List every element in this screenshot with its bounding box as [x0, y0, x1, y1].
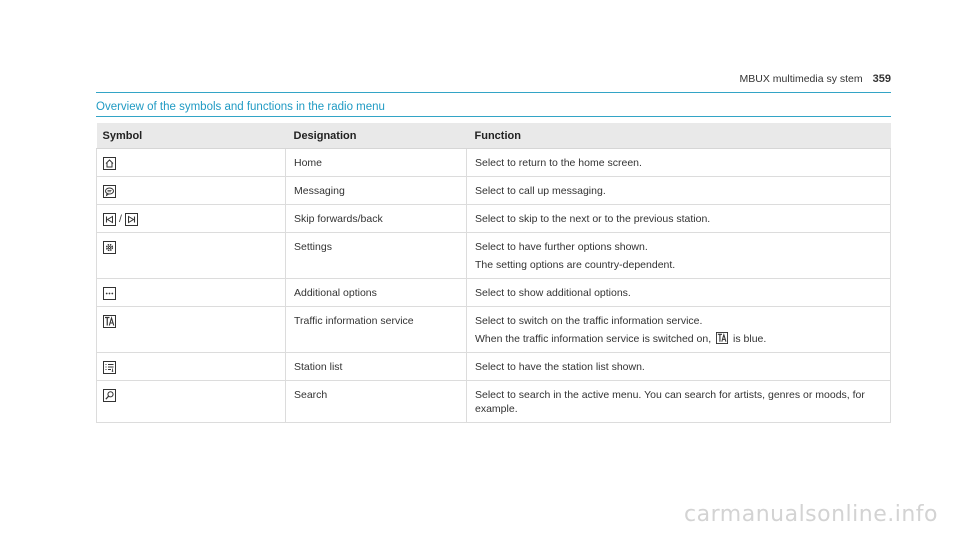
- symbol-cell: [97, 353, 286, 381]
- function-cell: Select to have the station list shown.: [467, 353, 891, 381]
- designation-cell: Search: [286, 381, 467, 423]
- table-row: [97, 205, 891, 233]
- designation-cell: Skip forwards/back: [286, 205, 467, 233]
- designation-cell: Additional options: [286, 279, 467, 307]
- search-icon: [103, 389, 116, 402]
- table-row: [97, 177, 891, 205]
- table-row: [97, 233, 891, 279]
- function-text: Select to have further options shown.: [475, 241, 648, 254]
- home-icon: [103, 157, 116, 170]
- table-row: [97, 381, 891, 423]
- table-row: [97, 307, 891, 353]
- designation-cell: Home: [286, 149, 467, 177]
- table-row: [97, 353, 891, 381]
- note-text-pre: When the traffic information service is switched on,: [475, 333, 712, 346]
- traffic-info-icon: [103, 315, 116, 328]
- symbol-cell: [97, 149, 286, 177]
- designation-cell: Messaging: [286, 177, 467, 205]
- header-rule: [96, 92, 891, 93]
- section-title: Overview of the symbols and functions in the radio menu: [96, 101, 891, 117]
- designation-cell: Station list: [286, 353, 467, 381]
- messaging-icon: [103, 185, 116, 198]
- skip-forward-icon: [125, 213, 138, 226]
- running-header-title: MBUX multimedia sy stem: [739, 73, 863, 85]
- function-cell: Select to return to the home screen.: [467, 149, 891, 177]
- skip-back-icon: [103, 213, 116, 226]
- settings-icon: [103, 241, 116, 254]
- station-list-icon: [103, 361, 116, 374]
- function-cell: Select to show additional options.: [467, 279, 891, 307]
- function-cell: [467, 233, 891, 279]
- watermark: carmanualsonline.info: [684, 502, 938, 527]
- traffic-info-inline-icon: [716, 332, 728, 344]
- symbol-cell: [97, 279, 286, 307]
- symbol-cell: [97, 205, 286, 233]
- more-icon: [103, 287, 116, 300]
- col-header-symbol: Symbol: [97, 123, 286, 149]
- note-text-post: is blue.: [733, 333, 767, 346]
- symbol-cell: [97, 177, 286, 205]
- col-header-function: Function: [467, 123, 891, 149]
- symbol-cell: [97, 233, 286, 279]
- function-text-note: The setting options are country-dependent.: [475, 259, 676, 272]
- running-header: [740, 73, 891, 85]
- col-header-designation: Designation: [286, 123, 467, 149]
- designation-cell: Settings: [286, 233, 467, 279]
- table-header-row: [97, 123, 891, 149]
- symbols-table: [96, 123, 891, 423]
- function-cell: Select to search in the active menu. You can search for artists, genres or moods, for example.: [467, 381, 891, 423]
- function-cell: [467, 307, 891, 353]
- symbol-cell: [97, 381, 286, 423]
- table-row: [97, 149, 891, 177]
- designation-cell: Traffic information service: [286, 307, 467, 353]
- table-row: [97, 279, 891, 307]
- function-cell: Select to skip to the next or to the previous station.: [467, 205, 891, 233]
- separator: /: [119, 213, 122, 226]
- page-number: 359: [872, 73, 891, 85]
- function-cell: Select to call up messaging.: [467, 177, 891, 205]
- symbol-cell: [97, 307, 286, 353]
- function-text: Select to switch on the traffic information service.: [475, 315, 703, 328]
- function-text-note: [475, 332, 882, 346]
